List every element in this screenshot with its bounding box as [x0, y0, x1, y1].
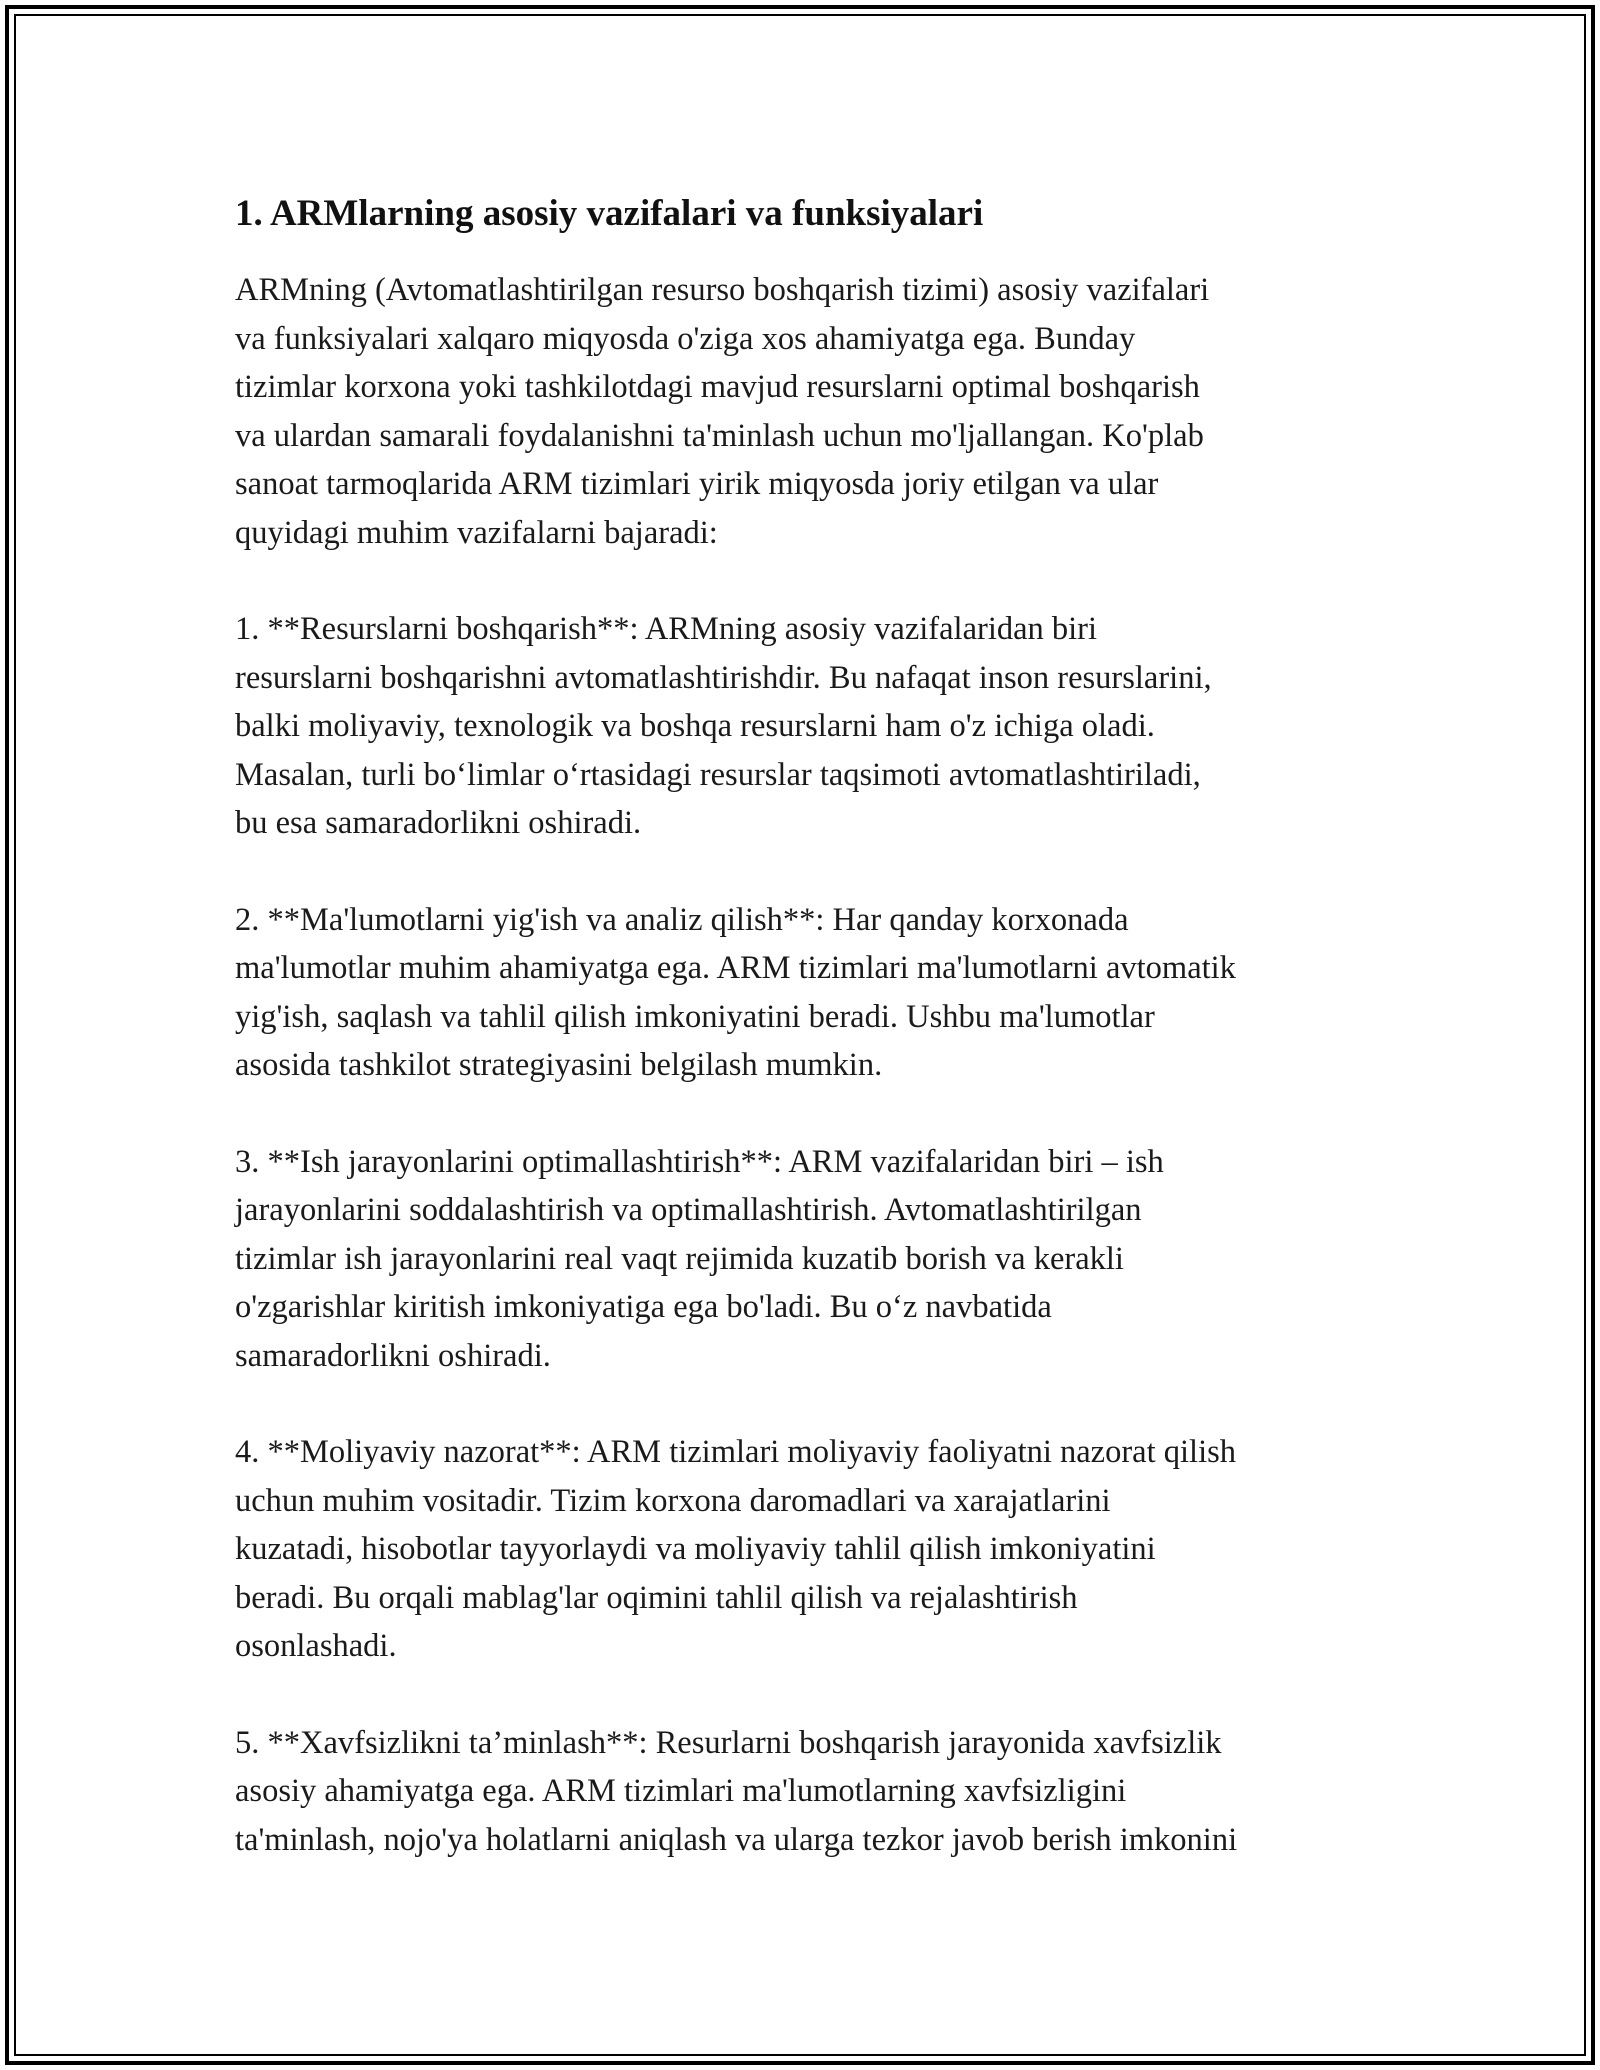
- text-line: tizimlar ish jarayonlarini real vaqt rejimida kuzatib borish va kerakli: [235, 1240, 1124, 1277]
- text-line: 2. **Ma'lumotlarni yig'ish va analiz qilish**: Har qanday korxonada: [235, 901, 1129, 938]
- text-line: Masalan, turli bo‘limlar o‘rtasidagi resurslar taqsimoti avtomatlashtiriladi,: [235, 756, 1201, 793]
- text-line: 3. **Ish jarayonlarini optimallashtirish**: ARM vazifalaridan biri – ish: [235, 1143, 1164, 1180]
- text-line: kuzatadi, hisobotlar tayyorlaydi va moliyaviy tahlil qilish imkoniyatini: [235, 1531, 1156, 1567]
- list-item-process-optimization: [235, 1138, 1375, 1381]
- text-line: bu esa samaradorlikni oshiradi.: [235, 805, 642, 841]
- text-line: sanoat tarmoqlarida ARM tizimlari yirik miqyosda joriy etilgan va ular: [235, 466, 1159, 502]
- section-heading: 1. ARMlarning asosiy vazifalari va funksiyalari: [235, 193, 984, 234]
- text-line: va ulardan samarali foydalanishni ta'minlash uchun mo'ljallangan. Ko'plab: [235, 417, 1204, 454]
- text-line: ma'lumotlar muhim ahamiyatga ega. ARM tizimlari ma'lumotlarni avtomatik: [235, 950, 1236, 986]
- text-line: 5. **Xavfsizlikni ta’minlash**: Resurlarni boshqarish jarayonida xavfsizlik: [235, 1724, 1222, 1761]
- text-line: va funksiyalari xalqaro miqyosda o'ziga xos ahamiyatga ega. Bunday: [235, 320, 1136, 357]
- text-line: osonlashadi.: [235, 1628, 397, 1664]
- list-item-financial-control: [235, 1428, 1375, 1671]
- text-line: tizimlar korxona yoki tashkilotdagi mavjud resurslarni optimal boshqarish: [235, 369, 1200, 405]
- text-line: uchun muhim vositadir. Tizim korxona daromadlari va xarajatlarini: [235, 1482, 1111, 1519]
- list-item-data-analysis: [235, 896, 1375, 1090]
- text-line: ARMning (Avtomatlashtirilgan resurso boshqarish tizimi) asosiy vazifalari: [235, 272, 1210, 308]
- text-line: beradi. Bu orqali mablag'lar oqimini tahlil qilish va rejalashtirish: [235, 1579, 1078, 1616]
- text-line: balki moliyaviy, texnologik va boshqa resurslarni ham o'z ichiga oladi.: [235, 708, 1155, 744]
- text-line: samaradorlikni oshiradi.: [235, 1337, 551, 1374]
- list-item-resource-management: [235, 605, 1375, 848]
- text-line: resurslarni boshqarishni avtomatlashtirishdir. Bu nafaqat inson resurslarini,: [235, 659, 1212, 696]
- document-body: [235, 188, 1375, 1912]
- text-line: yig'ish, saqlash va tahlil qilish imkoniyatini beradi. Ushbu ma'lumotlar: [235, 998, 1155, 1035]
- text-line: asosiy ahamiyatga ega. ARM tizimlari ma'lumotlarning xavfsizligini: [235, 1773, 1127, 1809]
- text-line: jarayonlarini soddalashtirish va optimallashtirish. Avtomatlashtirilgan: [235, 1192, 1142, 1228]
- text-line: 4. **Moliyaviy nazorat**: ARM tizimlari moliyaviy faoliyatni nazorat qilish: [235, 1434, 1236, 1470]
- text-line: ta'minlash, nojo'ya holatlarni aniqlash va ularga tezkor javob berish imkonini: [235, 1821, 1238, 1858]
- text-line: asosida tashkilot strategiyasini belgilash mumkin.: [235, 1047, 883, 1083]
- text-line: o'zgarishlar kiritish imkoniyatiga ega bo'ladi. Bu o‘z navbatida: [235, 1289, 1052, 1325]
- text-line: quyidagi muhim vazifalarni bajaradi:: [235, 514, 718, 551]
- text-line: 1. **Resurslarni boshqarish**: ARMning asosiy vazifalaridan biri: [235, 611, 1098, 647]
- intro-paragraph: [235, 266, 1375, 557]
- list-item-security: [235, 1719, 1375, 1865]
